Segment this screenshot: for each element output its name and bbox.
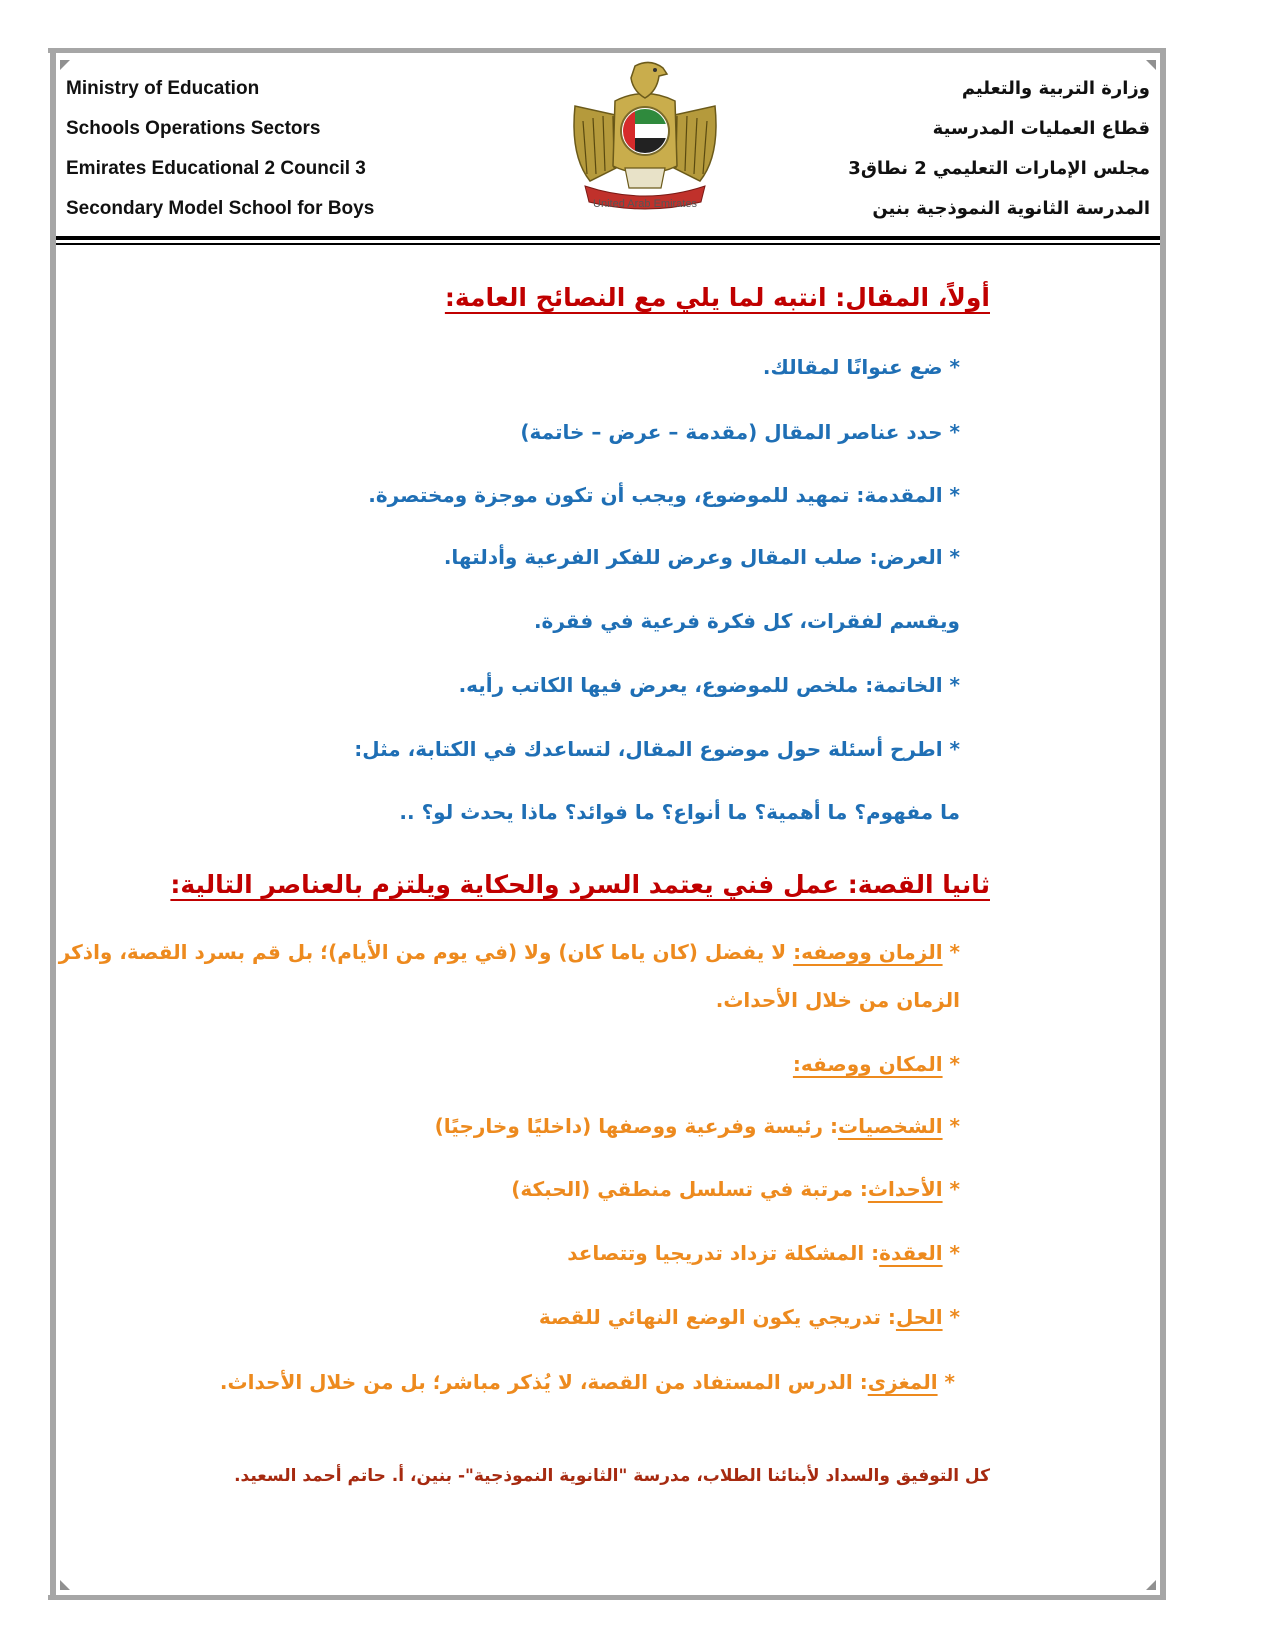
- story-item-text: : تدريجي يكون الوضع النهائي للقصة: [538, 1305, 896, 1329]
- bullet: *: [937, 1370, 955, 1394]
- header-english: [66, 76, 426, 236]
- uae-emblem-logo: [565, 56, 725, 216]
- header-sector-en: Schools Operations Sectors: [66, 118, 321, 139]
- bullet: *: [942, 1241, 960, 1265]
- essay-item: * العرض: صلب المقال وعرض للفكر الفرعية وأدلتها.: [443, 545, 960, 569]
- story-item-label: الزمان ووصفه:: [793, 940, 943, 964]
- story-item-label: الحل: [895, 1305, 943, 1329]
- story-item-text: : رئيسة وفرعية ووصفها (داخليًا وخارجيًا): [434, 1114, 838, 1138]
- essay-item: * المقدمة: تمهيد للموضوع، ويجب أن تكون موجزة ومختصرة.: [368, 483, 960, 507]
- essay-item: * ضع عنوانًا لمقالك.: [762, 355, 960, 379]
- story-item-text: : مرتبة في تسلسل منطقي (الحبكة): [511, 1177, 868, 1201]
- story-heading: ثانيا القصة: عمل فني يعتمد السرد والحكاية ويلتزم بالعناصر التالية:: [170, 870, 990, 899]
- bullet: *: [942, 1114, 960, 1138]
- story-item-time-continuation: الزمان من خلال الأحداث.: [715, 988, 960, 1012]
- essay-item: * اطرح أسئلة حول موضوع المقال، لتساعدك في الكتابة، مثل:: [354, 737, 960, 761]
- story-item-text: : المشكلة تزداد تدريجيا وتتصاعد: [567, 1241, 880, 1265]
- bullet: *: [942, 1052, 960, 1076]
- header-ministry-ar: وزارة التربية والتعليم: [961, 78, 1150, 99]
- page-border-top: [48, 48, 1166, 53]
- page-border-bottom: [48, 1595, 1166, 1600]
- header-council-ar: مجلس الإمارات التعليمي 2 نطاق3: [848, 158, 1150, 179]
- bullet: *: [942, 1177, 960, 1201]
- corner-triangle-icon: [60, 1580, 70, 1590]
- story-item-text: لا يفضل (كان ياما كان) ولا (في يوم من الأيام)؛ بل قم بسرد القصة، واذكر: [58, 940, 794, 964]
- essay-heading: أولاً، المقال: انتبه لما يلي مع النصائح العامة:: [444, 283, 990, 312]
- essay-item: ويقسم لفقرات، كل فكرة فرعية في فقرة.: [533, 609, 960, 633]
- page-border-right: [1160, 48, 1166, 1600]
- essay-questions: ما مفهوم؟ ما أهمية؟ ما أنواع؟ ما فوائد؟ ماذا يحدث لو؟ ..: [399, 800, 960, 824]
- header-divider-thin: [56, 243, 1160, 245]
- header-school-ar: المدرسة الثانوية النموذجية بنين: [872, 198, 1150, 219]
- essay-item: * حدد عناصر المقال (مقدمة – عرض – خاتمة): [520, 420, 960, 444]
- story-item-label: الأحداث: [867, 1177, 943, 1201]
- corner-triangle-icon: [1146, 60, 1156, 70]
- header-council-en: Emirates Educational 2 Council 3: [66, 158, 366, 179]
- story-item-place: [793, 1052, 960, 1076]
- story-item-text: : الدرس المستفاد من القصة، لا يُذكر مباشر؛ بل من خلال الأحداث.: [219, 1370, 868, 1394]
- story-item-label: المكان ووصفه:: [792, 1052, 943, 1076]
- story-item-climax: [567, 1241, 960, 1265]
- story-item-label: العقدة: [879, 1241, 943, 1265]
- header-divider-thick: [56, 236, 1160, 240]
- essay-item: * الخاتمة: ملخص للموضوع، يعرض فيها الكاتب رأيه.: [458, 673, 960, 697]
- story-item-resolution: [539, 1305, 960, 1329]
- header-sector-ar: قطاع العمليات المدرسية: [932, 118, 1150, 139]
- bullet: *: [942, 940, 960, 964]
- story-item-events: [511, 1177, 960, 1201]
- header-arabic: [790, 76, 1150, 236]
- header-school-en: Secondary Model School for Boys: [66, 198, 375, 219]
- corner-triangle-icon: [60, 60, 70, 70]
- header-ministry-en: Ministry of Education: [66, 78, 260, 99]
- story-item-time: [59, 940, 960, 964]
- page-border-left: [50, 48, 56, 1600]
- story-item-label: الشخصيات: [837, 1114, 943, 1138]
- corner-triangle-icon: [1146, 1580, 1156, 1590]
- story-item-characters: [435, 1114, 960, 1138]
- bullet: *: [942, 1305, 960, 1329]
- story-item-label: المغزى: [867, 1370, 938, 1394]
- footer-note: كل التوفيق والسداد لأبنائنا الطلاب، مدرسة "الثانوية النموذجية"- بنين، أ. حاتم أحمد السعيد.: [234, 1466, 990, 1486]
- story-item-moral: [220, 1370, 955, 1394]
- emblem-caption: United Arab Emirates: [593, 198, 697, 210]
